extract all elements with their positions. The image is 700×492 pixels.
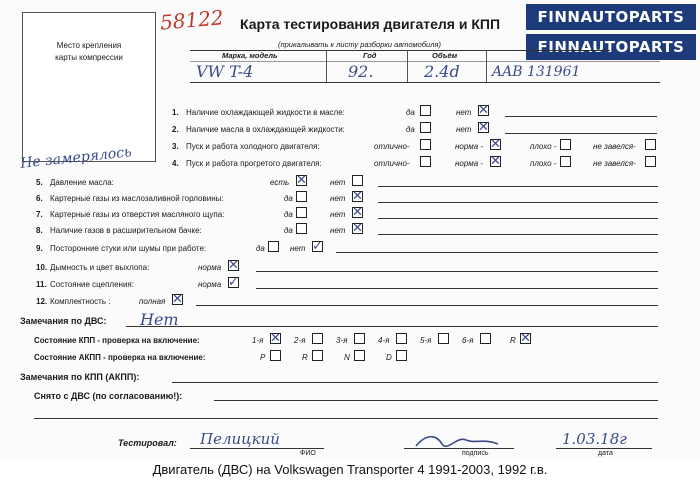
item-7-no-mark: ✕	[352, 205, 363, 220]
item-3-bad-checkbox[interactable]	[560, 139, 571, 150]
handwritten-note: Не замерялось	[19, 144, 133, 172]
item-4-no-start: не завелся-	[593, 159, 636, 168]
item-12-full: полная	[139, 297, 166, 306]
akpp-gear-p-checkbox[interactable]	[270, 350, 281, 361]
header-divider-1	[326, 50, 327, 82]
item-5-exists-mark: ✕	[296, 173, 307, 188]
item-6-yes-checkbox[interactable]	[296, 191, 307, 202]
item-10-line	[256, 271, 658, 272]
item-9-label: Посторонние стуки или шумы при работе:	[50, 244, 207, 253]
tester-name: Пелицкий	[200, 430, 280, 448]
header-divider-2	[407, 50, 408, 82]
item-1-no-mark: ✕	[478, 103, 489, 118]
remarks-kpp-label: Замечания по КПП (АКПП):	[20, 372, 140, 382]
item-10-normal-mark: ✕	[228, 258, 239, 273]
item-3-no-start-checkbox[interactable]	[645, 139, 656, 150]
kpp-gear-3-checkbox[interactable]	[354, 333, 365, 344]
item-1-yes: да	[406, 108, 415, 117]
item-4-label: Пуск и работа прогретого двигателя:	[186, 159, 322, 168]
tester-line	[190, 448, 324, 449]
kpp-gear-r: R	[510, 336, 516, 345]
item-9-no-mark: ✓	[312, 239, 323, 254]
removed-label: Снято с ДВС (по согласованию!):	[34, 391, 183, 401]
item-6-label: Картерные газы из маслозаливной горловины:	[50, 194, 224, 203]
item-5-no-checkbox[interactable]	[352, 175, 363, 186]
form-title: Карта тестирования двигателя и КПП	[240, 16, 501, 32]
extra-line	[34, 418, 658, 419]
kpp-gear-6-checkbox[interactable]	[480, 333, 491, 344]
kpp-gear-6: 6-я	[462, 336, 474, 345]
item-2-line	[505, 133, 657, 134]
akpp-gear-n: N	[344, 353, 350, 362]
kpp-gear-4-checkbox[interactable]	[396, 333, 407, 344]
item-11-normal-mark: ✓	[228, 275, 239, 290]
item-2-no-mark: ✕	[478, 120, 489, 135]
stamp-number: 58122	[159, 5, 225, 35]
item-4-num: 4.	[172, 159, 179, 168]
remarks-ice-value: Нет	[140, 310, 179, 329]
kpp-gear-r-mark: ✕	[520, 331, 531, 346]
value-code: AAB 131961	[492, 64, 581, 80]
compression-box-line1: Место крепления	[56, 41, 122, 50]
item-4-normal-mark: ✕	[490, 154, 501, 169]
item-8-line	[378, 234, 658, 235]
item-9-yes: да	[256, 244, 265, 253]
item-1-yes-checkbox[interactable]	[420, 105, 431, 116]
item-3-label: Пуск и работа холодного двигателя:	[186, 142, 320, 151]
item-11-line	[256, 288, 658, 289]
item-12-line	[196, 305, 658, 306]
item-8-no: нет	[330, 226, 346, 235]
kpp-gear-3: 3-я	[336, 336, 348, 345]
signature-label: подпись	[462, 450, 489, 457]
item-3-normal-mark: ✕	[490, 137, 501, 152]
item-9-no: нет	[290, 244, 306, 253]
item-7-num: 7.	[36, 210, 43, 219]
kpp-gear-4: 4-я	[378, 336, 390, 345]
removed-line	[214, 400, 658, 401]
item-7-yes-checkbox[interactable]	[296, 207, 307, 218]
akpp-gear-r-checkbox[interactable]	[312, 350, 323, 361]
compression-card-box	[22, 12, 156, 162]
item-6-no-mark: ✕	[352, 189, 363, 204]
kpp-gear-1: 1-я	[252, 336, 264, 345]
item-4-excellent-checkbox[interactable]	[420, 156, 431, 167]
item-8-label: Наличие газов в расширительном бачке:	[50, 226, 202, 235]
item-9-num: 9.	[36, 244, 43, 253]
akpp-gear-d: D	[386, 353, 392, 362]
item-9-yes-checkbox[interactable]	[268, 241, 279, 252]
akpp-gear-d-checkbox[interactable]	[396, 350, 407, 361]
item-12-full-mark: ✕	[172, 292, 183, 307]
item-1-no: нет	[456, 108, 472, 117]
watermark-2: FINNAUTOPARTS	[526, 34, 696, 60]
kpp-gear-5-checkbox[interactable]	[438, 333, 449, 344]
header-divider-3	[486, 50, 487, 82]
kpp-gear-1-mark: ✕	[270, 331, 281, 346]
item-1-num: 1.	[172, 108, 179, 117]
item-2-label: Наличие масла в охлаждающей жидкости:	[186, 125, 345, 134]
item-2-num: 2.	[172, 125, 179, 134]
value-model: VW T-4	[196, 62, 254, 81]
item-5-no: нет	[330, 178, 346, 187]
item-4-bad-checkbox[interactable]	[560, 156, 571, 167]
tested-label: Тестировал:	[118, 438, 177, 448]
item-3-normal: норма -	[455, 142, 484, 151]
item-2-yes-checkbox[interactable]	[420, 122, 431, 133]
item-10-label: Дымность и цвет выхлопа:	[50, 263, 150, 272]
kpp-gear-2-checkbox[interactable]	[312, 333, 323, 344]
akpp-gear-p: P	[260, 353, 266, 362]
item-2-no: нет	[456, 125, 472, 134]
item-2-yes: да	[406, 125, 415, 134]
kpp-state-label: Состояние КПП - проверка на включение:	[34, 336, 200, 345]
item-5-label: Давление масла:	[50, 178, 114, 187]
item-11-num: 11.	[36, 280, 47, 289]
item-10-normal: норма	[198, 263, 222, 272]
date-label: дата	[598, 450, 613, 457]
page-caption: Двигатель (ДВС) на Volkswagen Transporter 4 1991-2003, 1992 г.в.	[152, 462, 548, 477]
item-7-line	[378, 218, 658, 219]
item-11-normal: норма	[198, 280, 222, 289]
akpp-state-label: Состояние АКПП - проверка на включение:	[34, 353, 206, 362]
watermark-1: FINNAUTOPARTS	[526, 4, 696, 30]
header-model: Марка, модель	[222, 51, 278, 60]
item-8-yes: да	[284, 226, 293, 235]
item-6-line	[378, 202, 658, 203]
header-volume: Объём	[432, 51, 458, 60]
item-6-no: нет	[330, 194, 346, 203]
item-7-yes: да	[284, 210, 293, 219]
item-10-num: 10.	[36, 263, 48, 272]
item-7-label: Картерные газы из отверстия масляного щупа:	[50, 210, 225, 219]
item-4-bad: плохо -	[530, 159, 557, 168]
item-5-num: 5.	[36, 178, 43, 187]
header-year: Год	[363, 51, 377, 60]
remarks-ice-line	[126, 326, 658, 327]
date-value: 1.03.18г	[562, 430, 627, 448]
item-1-label: Наличие охлаждающей жидкости в масле:	[186, 108, 345, 117]
date-line	[556, 448, 652, 449]
remarks-kpp-line	[172, 382, 658, 383]
item-8-no-mark: ✕	[352, 221, 363, 236]
attach-note: (прикалывать к листу разборки автомобиля)	[278, 40, 441, 49]
item-3-excellent-checkbox[interactable]	[420, 139, 431, 150]
fio-label: ФИО	[300, 450, 316, 457]
value-year: 92.	[348, 62, 374, 81]
item-3-excellent: отлично-	[374, 142, 410, 151]
value-volume: 2.4d	[424, 62, 460, 81]
item-5-line	[378, 186, 658, 187]
compression-box-line2: карты компрессии	[55, 53, 123, 62]
item-8-num: 8.	[36, 226, 43, 235]
remarks-ice-label: Замечания по ДВС:	[20, 316, 107, 326]
item-3-num: 3.	[172, 142, 179, 151]
item-11-label: Состояние сцепления:	[50, 280, 134, 289]
item-5-exists: есть	[270, 178, 290, 187]
akpp-gear-r: R	[302, 353, 308, 362]
item-12-num: 12.	[36, 297, 48, 306]
item-9-line	[336, 252, 658, 253]
item-6-num: 6.	[36, 194, 43, 203]
values-underline	[190, 82, 660, 83]
akpp-gear-n-checkbox[interactable]	[354, 350, 365, 361]
item-4-excellent: отлично-	[374, 159, 410, 168]
item-4-no-start-checkbox[interactable]	[645, 156, 656, 167]
signature-line	[404, 448, 514, 449]
item-3-bad: плохо -	[530, 142, 557, 151]
item-12-label: Комплектность :	[50, 297, 111, 306]
item-8-yes-checkbox[interactable]	[296, 223, 307, 234]
kpp-gear-2: 2-я	[294, 336, 306, 345]
item-3-no-start: не завелся-	[593, 142, 636, 151]
item-6-yes: да	[284, 194, 293, 203]
item-1-line	[505, 116, 657, 117]
item-7-no: нет	[330, 210, 346, 219]
item-4-normal: норма -	[455, 159, 484, 168]
kpp-gear-5: 5-я	[420, 336, 432, 345]
